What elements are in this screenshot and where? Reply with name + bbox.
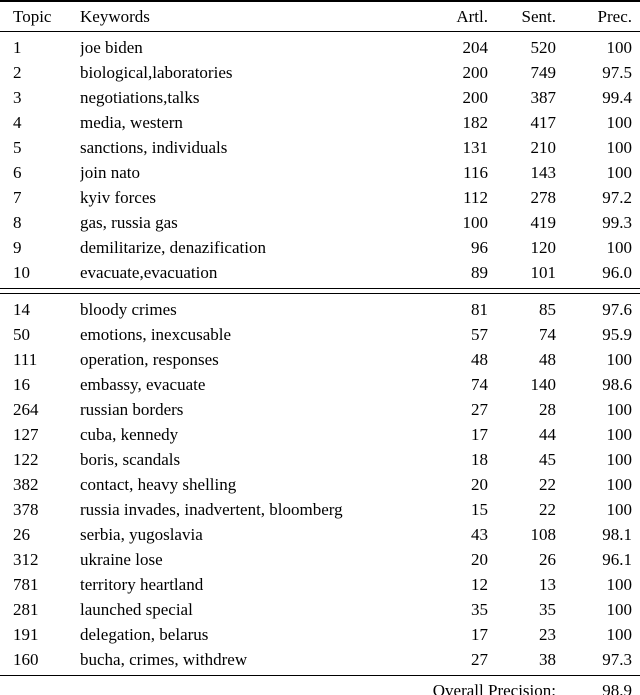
sentences-cell: 38	[539, 650, 556, 669]
precision-cell: 100	[606, 425, 632, 444]
topic-cell: 191	[13, 625, 39, 644]
precision-cell: 100	[606, 113, 632, 132]
sentences-cell: 749	[530, 63, 556, 82]
table-row	[0, 647, 640, 676]
table-row	[0, 597, 640, 622]
keywords-cell: evacuate,evacuation	[80, 263, 218, 282]
sentences-cell: 419	[530, 213, 556, 232]
topic-cell: 378	[13, 500, 39, 519]
table-row	[0, 422, 640, 447]
precision-cell: 98.6	[602, 375, 632, 394]
table-row	[0, 622, 640, 647]
keywords-cell: emotions, inexcusable	[80, 325, 232, 344]
topic-cell: 14	[13, 300, 30, 319]
articles-cell: 74	[471, 375, 488, 394]
articles-cell: 35	[471, 600, 488, 619]
precision-cell: 100	[606, 625, 632, 644]
articles-cell: 100	[462, 213, 488, 232]
articles-cell: 116	[463, 163, 488, 182]
keywords-cell: demilitarize, denazification	[80, 238, 266, 257]
overall-precision-label: Overall Precision:	[0, 676, 556, 695]
articles-cell: 200	[462, 63, 488, 82]
precision-cell: 100	[606, 400, 632, 419]
articles-cell: 89	[471, 263, 488, 282]
topic-cell: 6	[13, 163, 22, 182]
articles-cell: 96	[471, 238, 488, 257]
keywords-cell: bucha, crimes, withdrew	[80, 650, 248, 669]
topic-cell: 9	[13, 238, 22, 257]
table-row	[0, 397, 640, 422]
keywords-cell: joe biden	[80, 38, 143, 57]
sentences-cell: 278	[530, 188, 556, 207]
table-row	[0, 110, 640, 135]
precision-cell: 100	[606, 500, 632, 519]
precision-cell: 97.6	[602, 300, 632, 319]
precision-cell: 99.3	[602, 213, 632, 232]
sentences-cell: 85	[539, 300, 556, 319]
sentences-cell: 45	[539, 450, 556, 469]
keywords-cell: negotiations,talks	[80, 88, 200, 107]
sentences-cell: 48	[539, 350, 556, 369]
sentences-cell: 101	[530, 263, 556, 282]
header-row	[0, 1, 640, 32]
table-row	[0, 472, 640, 497]
keywords-cell: ukraine lose	[80, 550, 163, 569]
articles-cell: 17	[471, 425, 488, 444]
column-header-keywords: Keywords	[80, 1, 420, 32]
keywords-cell: boris, scandals	[80, 450, 181, 469]
articles-cell: 112	[463, 188, 488, 207]
keywords-cell: gas, russia gas	[80, 213, 178, 232]
articles-cell: 131	[462, 138, 488, 157]
precision-cell: 99.4	[602, 88, 632, 107]
keywords-cell: sanctions, individuals	[80, 138, 228, 157]
articles-cell: 81	[471, 300, 488, 319]
sentences-cell: 74	[539, 325, 556, 344]
sentences-cell: 108	[530, 525, 556, 544]
topic-cell: 8	[13, 213, 22, 232]
sentences-cell: 417	[530, 113, 556, 132]
precision-cell: 100	[606, 600, 632, 619]
articles-cell: 18	[471, 450, 488, 469]
articles-cell: 20	[471, 550, 488, 569]
sentences-cell: 13	[539, 575, 556, 594]
keywords-cell: operation, responses	[80, 350, 219, 369]
precision-cell: 97.5	[602, 63, 632, 82]
articles-cell: 27	[471, 400, 488, 419]
articles-cell: 57	[471, 325, 488, 344]
topic-cell: 3	[13, 88, 22, 107]
table-row	[0, 347, 640, 372]
keywords-cell: kyiv forces	[80, 188, 157, 207]
table-row	[0, 294, 640, 323]
keywords-cell: territory heartland	[80, 575, 204, 594]
keywords-cell: cuba, kennedy	[80, 425, 179, 444]
table-row	[0, 522, 640, 547]
topic-cell: 160	[13, 650, 39, 669]
topic-cell: 1	[13, 38, 22, 57]
topic-cell: 127	[13, 425, 39, 444]
table-row	[0, 372, 640, 397]
precision-cell: 96.1	[602, 550, 632, 569]
table-row	[0, 260, 640, 289]
table-row	[0, 572, 640, 597]
table-row	[0, 135, 640, 160]
overall-precision-row	[0, 676, 640, 695]
precision-cell: 100	[606, 238, 632, 257]
keywords-cell: join nato	[80, 163, 140, 182]
table-row	[0, 160, 640, 185]
keywords-cell: media, western	[80, 113, 183, 132]
keywords-cell: bloody crimes	[80, 300, 177, 319]
table-row	[0, 547, 640, 572]
precision-cell: 100	[606, 350, 632, 369]
precision-cell: 100	[606, 138, 632, 157]
table-row	[0, 322, 640, 347]
topic-cell: 2	[13, 63, 22, 82]
articles-cell: 200	[462, 88, 488, 107]
topic-cell: 7	[13, 188, 22, 207]
precision-cell: 100	[606, 450, 632, 469]
articles-cell: 48	[471, 350, 488, 369]
precision-cell: 100	[606, 163, 632, 182]
articles-cell: 15	[471, 500, 488, 519]
table-section-top	[0, 32, 640, 289]
sentences-cell: 22	[539, 500, 556, 519]
articles-cell: 27	[471, 650, 488, 669]
table-row	[0, 32, 640, 61]
table-row	[0, 60, 640, 85]
articles-cell: 17	[471, 625, 488, 644]
topic-cell: 4	[13, 113, 22, 132]
table-row	[0, 497, 640, 522]
column-header-sentences: Sent.	[488, 1, 556, 32]
topic-cell: 281	[13, 600, 39, 619]
sentences-cell: 35	[539, 600, 556, 619]
keywords-cell: contact, heavy shelling	[80, 475, 237, 494]
table-row	[0, 447, 640, 472]
precision-cell: 95.9	[602, 325, 632, 344]
keywords-cell: launched special	[80, 600, 193, 619]
precision-cell: 97.2	[602, 188, 632, 207]
column-header-topic: Topic	[0, 1, 80, 32]
sentences-cell: 23	[539, 625, 556, 644]
precision-cell: 100	[606, 475, 632, 494]
articles-cell: 43	[471, 525, 488, 544]
table-footer	[0, 676, 640, 695]
topic-cell: 50	[13, 325, 30, 344]
keywords-cell: embassy, evacuate	[80, 375, 206, 394]
sentences-cell: 120	[530, 238, 556, 257]
keywords-cell: russian borders	[80, 400, 184, 419]
precision-cell: 100	[606, 38, 632, 57]
articles-cell: 12	[471, 575, 488, 594]
topic-cell: 264	[13, 400, 39, 419]
table-row	[0, 210, 640, 235]
sentences-cell: 22	[539, 475, 556, 494]
keywords-cell: biological,laboratories	[80, 63, 233, 82]
sentences-cell: 520	[530, 38, 556, 57]
keywords-cell: russia invades, inadvertent, bloomberg	[80, 500, 343, 519]
table-row	[0, 85, 640, 110]
column-header-precision: Prec.	[556, 1, 640, 32]
table-row	[0, 185, 640, 210]
topic-cell: 26	[13, 525, 30, 544]
topic-cell: 122	[13, 450, 39, 469]
sentences-cell: 143	[530, 163, 556, 182]
articles-cell: 204	[462, 38, 488, 57]
topic-cell: 16	[13, 375, 30, 394]
topic-cell: 10	[13, 263, 30, 282]
overall-precision-value: 98.9	[556, 676, 640, 695]
precision-cell: 97.3	[602, 650, 632, 669]
sentences-cell: 387	[530, 88, 556, 107]
sentences-cell: 210	[530, 138, 556, 157]
precision-cell: 100	[606, 575, 632, 594]
column-header-articles: Artl.	[420, 1, 488, 32]
topic-cell: 382	[13, 475, 39, 494]
topic-cell: 781	[13, 575, 39, 594]
articles-cell: 20	[471, 475, 488, 494]
precision-cell: 96.0	[602, 263, 632, 282]
sentences-cell: 26	[539, 550, 556, 569]
table-section-bottom	[0, 294, 640, 676]
topic-cell: 5	[13, 138, 22, 157]
sentences-cell: 140	[530, 375, 556, 394]
table-row	[0, 235, 640, 260]
sentences-cell: 28	[539, 400, 556, 419]
sentences-cell: 44	[539, 425, 556, 444]
precision-cell: 98.1	[602, 525, 632, 544]
table-header	[0, 1, 640, 32]
topic-cell: 111	[13, 350, 38, 369]
keywords-cell: delegation, belarus	[80, 625, 209, 644]
keywords-cell: serbia, yugoslavia	[80, 525, 203, 544]
topic-cell: 312	[13, 550, 39, 569]
articles-cell: 182	[462, 113, 488, 132]
